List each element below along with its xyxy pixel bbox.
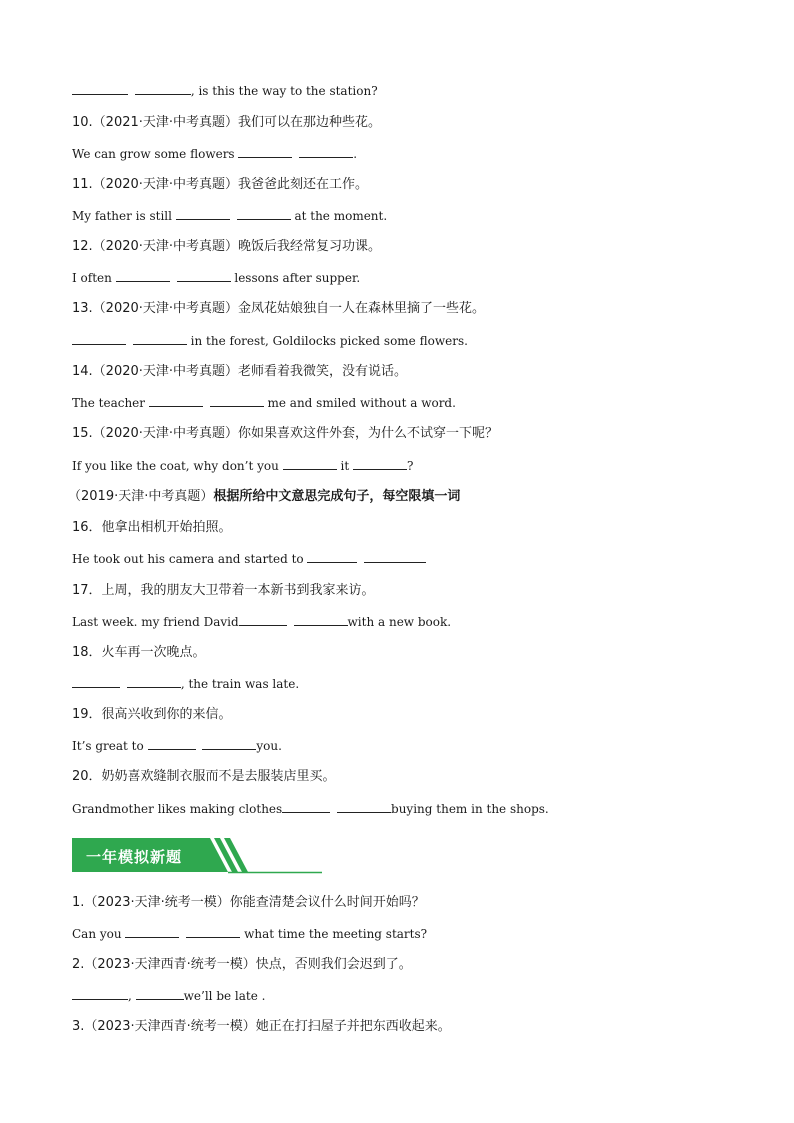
answer-text: ,	[128, 989, 132, 1003]
blank[interactable]	[202, 738, 256, 750]
group-instruction: 根据所给中文意思完成句子，每空限填一词	[213, 489, 461, 504]
blank[interactable]	[238, 146, 292, 158]
blank[interactable]	[307, 551, 357, 563]
blank[interactable]	[176, 208, 230, 220]
answer-line-9	[72, 83, 734, 99]
answer-text: I often	[72, 271, 112, 285]
blank[interactable]	[135, 83, 191, 95]
answer-text: ?	[407, 459, 414, 473]
blank[interactable]	[149, 395, 203, 407]
question-19: 19．很高兴收到你的来信。	[72, 707, 232, 722]
blank[interactable]	[237, 208, 291, 220]
question-mock-2: 2.（2023·天津西青·统考一模）快点，否则我们会迟到了。	[72, 957, 412, 972]
blank[interactable]	[72, 333, 126, 345]
blank[interactable]	[148, 738, 196, 750]
blank[interactable]	[294, 614, 348, 626]
question-16: 16．他拿出相机开始拍照。	[72, 520, 232, 535]
answer-text: at the moment.	[294, 209, 388, 223]
answer-text: Grandmother likes making clothes	[72, 802, 283, 816]
question-13: 13.（2020·天津·中考真题）金凤花姑娘独自一人在森林里摘了一些花。	[72, 301, 486, 316]
question-12: 12.（2020·天津·中考真题）晚饭后我经常复习功课。	[72, 239, 382, 254]
blank[interactable]	[282, 801, 330, 813]
blank[interactable]	[239, 614, 287, 626]
answer-text: Can you	[72, 927, 122, 941]
answer-text: If you like the coat, why don’t you	[72, 459, 279, 473]
answer-line-13	[72, 333, 734, 349]
answer-line-17	[72, 614, 734, 630]
question-14: 14.（2020·天津·中考真题）老师看着我微笑，没有说话。	[72, 364, 408, 379]
answer-line-mock-1	[72, 926, 734, 942]
blank[interactable]	[72, 83, 128, 95]
section-banner	[72, 838, 324, 874]
question-17: 17．上周，我的朋友大卫带着一本新书到我家来访。	[72, 583, 375, 598]
section-title: 一年模拟新题	[86, 848, 183, 866]
answer-line-19	[72, 738, 734, 754]
question-15: 15.（2020·天津·中考真题）你如果喜欢这件外套，为什么不试穿一下呢？	[72, 426, 499, 441]
question-11: 11.（2020·天津·中考真题）我爸爸此刻还在工作。	[72, 177, 369, 192]
blank[interactable]	[136, 988, 184, 1000]
blank[interactable]	[210, 395, 264, 407]
answer-line-10	[72, 146, 734, 162]
answer-text: .	[353, 147, 358, 161]
answer-text: it	[340, 459, 350, 473]
answer-line-16	[72, 551, 734, 567]
question-mock-1: 1.（2023·天津·统考一模）你能查清楚会议什么时间开始吗？	[72, 895, 425, 910]
answer-text: you.	[256, 739, 282, 753]
question-10: 10.（2021·天津·中考真题）我们可以在那边种些花。	[72, 115, 382, 130]
answer-line-14	[72, 395, 734, 411]
blank[interactable]	[337, 801, 391, 813]
question-mock-3: 3.（2023·天津西青·统考一模）她正在打扫屋子并把东西收起来。	[72, 1019, 451, 1034]
answer-text: It’s great to	[72, 739, 144, 753]
blank[interactable]	[353, 458, 407, 470]
answer-text: what time the meeting starts?	[244, 927, 428, 941]
answer-line-20	[72, 801, 734, 817]
answer-text: , the train was late.	[180, 677, 300, 691]
blank[interactable]	[177, 270, 231, 282]
blank[interactable]	[299, 146, 353, 158]
group-header	[68, 489, 734, 505]
answer-line-11	[72, 208, 734, 224]
blank[interactable]	[186, 926, 240, 938]
answer-text: lessons after supper.	[234, 271, 361, 285]
answer-text: buying them in the shops.	[391, 802, 549, 816]
blank[interactable]	[283, 458, 337, 470]
blank[interactable]	[133, 333, 187, 345]
blank[interactable]	[127, 676, 181, 688]
answer-text: in the forest, Goldilocks picked some flowers.	[190, 334, 468, 348]
answer-text: Last week. my friend David	[72, 615, 239, 629]
answer-text: , is this the way to the station?	[190, 84, 378, 98]
blank[interactable]	[72, 676, 120, 688]
question-18: 18．火车再一次晚点。	[72, 645, 206, 660]
answer-text: we’ll be late .	[183, 989, 266, 1003]
question-20: 20．奶奶喜欢缝制衣服而不是去服装店里买。	[72, 769, 336, 784]
blank[interactable]	[364, 551, 426, 563]
blank[interactable]	[72, 988, 128, 1000]
blank[interactable]	[116, 270, 170, 282]
answer-line-mock-2	[72, 988, 734, 1004]
answer-text: me and smiled without a word.	[267, 396, 456, 410]
answer-text: He took out his camera and started to	[72, 552, 304, 566]
blank[interactable]	[125, 926, 179, 938]
answer-text: The teacher	[72, 396, 146, 410]
answer-line-18	[72, 676, 734, 692]
group-source: （2019·天津·中考真题）	[68, 489, 214, 504]
answer-text: with a new book.	[347, 615, 452, 629]
answer-line-12	[72, 270, 734, 286]
answer-text: My father is still	[72, 209, 172, 223]
answer-text: We can grow some flowers	[72, 147, 235, 161]
answer-line-15	[72, 458, 734, 474]
